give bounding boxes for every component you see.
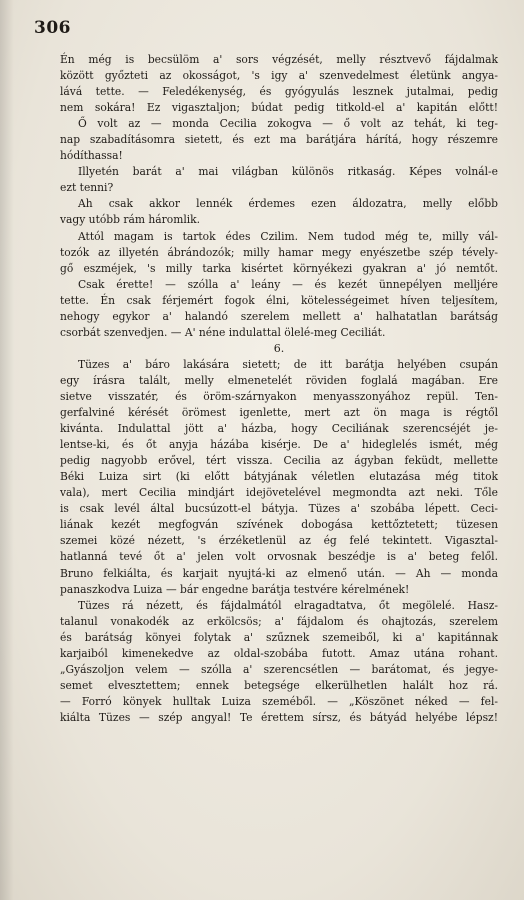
text-line: nap szabadításomra sietett, és ezt ma barátjára hárítá, hogy részemre [60,133,498,147]
text-line: Bruno felkiálta, és karjait nyujtá-ki az elmenő után. — Ah — monda [60,566,498,580]
text-line: tette. Én csak férjemért fogok élni, kötelességeimet híven teljesítem, [60,293,498,307]
text-line: is csak levél által bucsúzott-el bátyja. Tüzes a' szobába lépett. Ceci- [60,502,498,516]
text-line: Tüzes rá nézett, és fájdalmától elragadtatva, őt megölelé. Hasz- [78,598,498,612]
text-line: talanul vonakodék az erkölcsös; a' fájdalom és ohajtozás, szerelem [60,614,498,628]
text-line: gő eszméjek, 's milly tarka kisértet környékezi gyakran a' jó nemtőt. [60,261,498,275]
text-line: „Gyászoljon velem — szólla a' szerencsétlen — barátomat, és jegye- [60,662,498,676]
text-line: Én még is becsülöm a' sors végzését, melly résztvevő fájdalmak [60,53,498,66]
text-line: panaszkodva Luiza — bár engedne barátja testvére kérelmének! [60,582,410,596]
text-line: szemei közé nézett, 's érzéketlenül az ég felé tekintett. Vigasztal- [60,534,498,548]
text-line: Attól magam is tartok édes Czilim. Nem tudod még te, milly vál- [78,229,498,243]
text-line: kivánta. Indulattal jött a' házba, hogy Ceciliának szerencséjét je- [60,422,498,436]
text-line: Csak érette! — szólla a' leány — és kezét ünnepélyen melljére [78,277,498,291]
text-line: tozók az illyetén ábrándozók; milly hamar megy enyészetbe szép tévely- [60,245,498,259]
text-line: nehogy egykor a' halandó szerelem mellett a' halhatatlan barátság [60,309,498,323]
text-line: karjaiból kimenekedve az oldal-szobába futott. Amaz utána rohant. [60,646,498,660]
text-line: vagy utóbb rám háromlik. [60,213,201,227]
binding-shadow [0,0,14,900]
text-line: kiálta Tüzes — szép angyal! Te érettem sírsz, és bátyád helyébe lépsz! [60,710,498,724]
text-line: ezt tenni? [60,181,114,195]
page-number: 306 [34,18,71,38]
text-line: Illyetén barát a' mai világban különös ritkaság. Képes volnál-e [78,165,498,179]
text-line: liának kezét megfogván szívének dobogása kettőztetett; tüzesen [60,518,498,532]
text-line: vala), mert Cecilia mindjárt idejövetelével megmondta azt neki. Tőle [60,486,498,500]
text-line: csorbát szenvedjen. — A' néne indulattal ölelé-meg Ceciliát. [60,325,386,339]
body-text [60,52,498,726]
text-line: Ő volt az — monda Cecilia zokogva — ő volt az tehát, ki teg- [78,117,498,131]
section-number: 6. [273,341,285,355]
text-line: Béki Luiza sirt (ki előtt bátyjának véletlen elutazása még titok [60,470,498,484]
text-line: sietve visszatér, és öröm-szárnyakon menyasszonyához repül. Ten- [60,389,498,403]
text-line: pedig nagyobb erővel, tért vissza. Cecilia az ágyban feküdt, mellette [60,454,498,468]
text-line: lentse-ki, és őt anyja házába kisérje. De a' hideglelés ismét, még [60,438,498,452]
text-line: hódíthassa! [60,149,123,163]
text-line: és barátság könyei folytak a' szűznek szemeiből, ki a' kapitánnak [60,630,498,644]
text-line: nem sokára! Ez vigasztaljon; búdat pedig titkold-el a' kapitán előtt! [60,101,498,115]
text-line: semet elvesztettem; ennek betegsége elkerülhetlen halált hoz rá. [60,678,498,692]
text-line: egy írásra talált, melly elmenetelét röviden foglalá magában. Ere [60,373,498,387]
text-line: között győzteti az okosságot, 's igy a' szenvedelmest életünk angya- [60,69,498,83]
text-line: gerfalviné kérését örömest igenlette, mert azt ön maga is régtől [60,406,498,420]
text-line: — Forró könyek hulltak Luiza szeméből. — „Köszönet néked — fel- [60,694,498,708]
text-line: lává tette. — Feledékenység, és gyógyulás lesznek jutalmai, pedig [60,85,498,99]
text-line: Tüzes a' báro lakására sietett; de itt barátja helyében csupán [78,357,498,371]
text-line: Ah csak akkor lennék érdemes ezen áldozatra, melly előbb [78,197,498,211]
text-line: hatlanná tevé őt a' jelen volt orvosnak beszédje is a' beteg felől. [60,550,498,564]
